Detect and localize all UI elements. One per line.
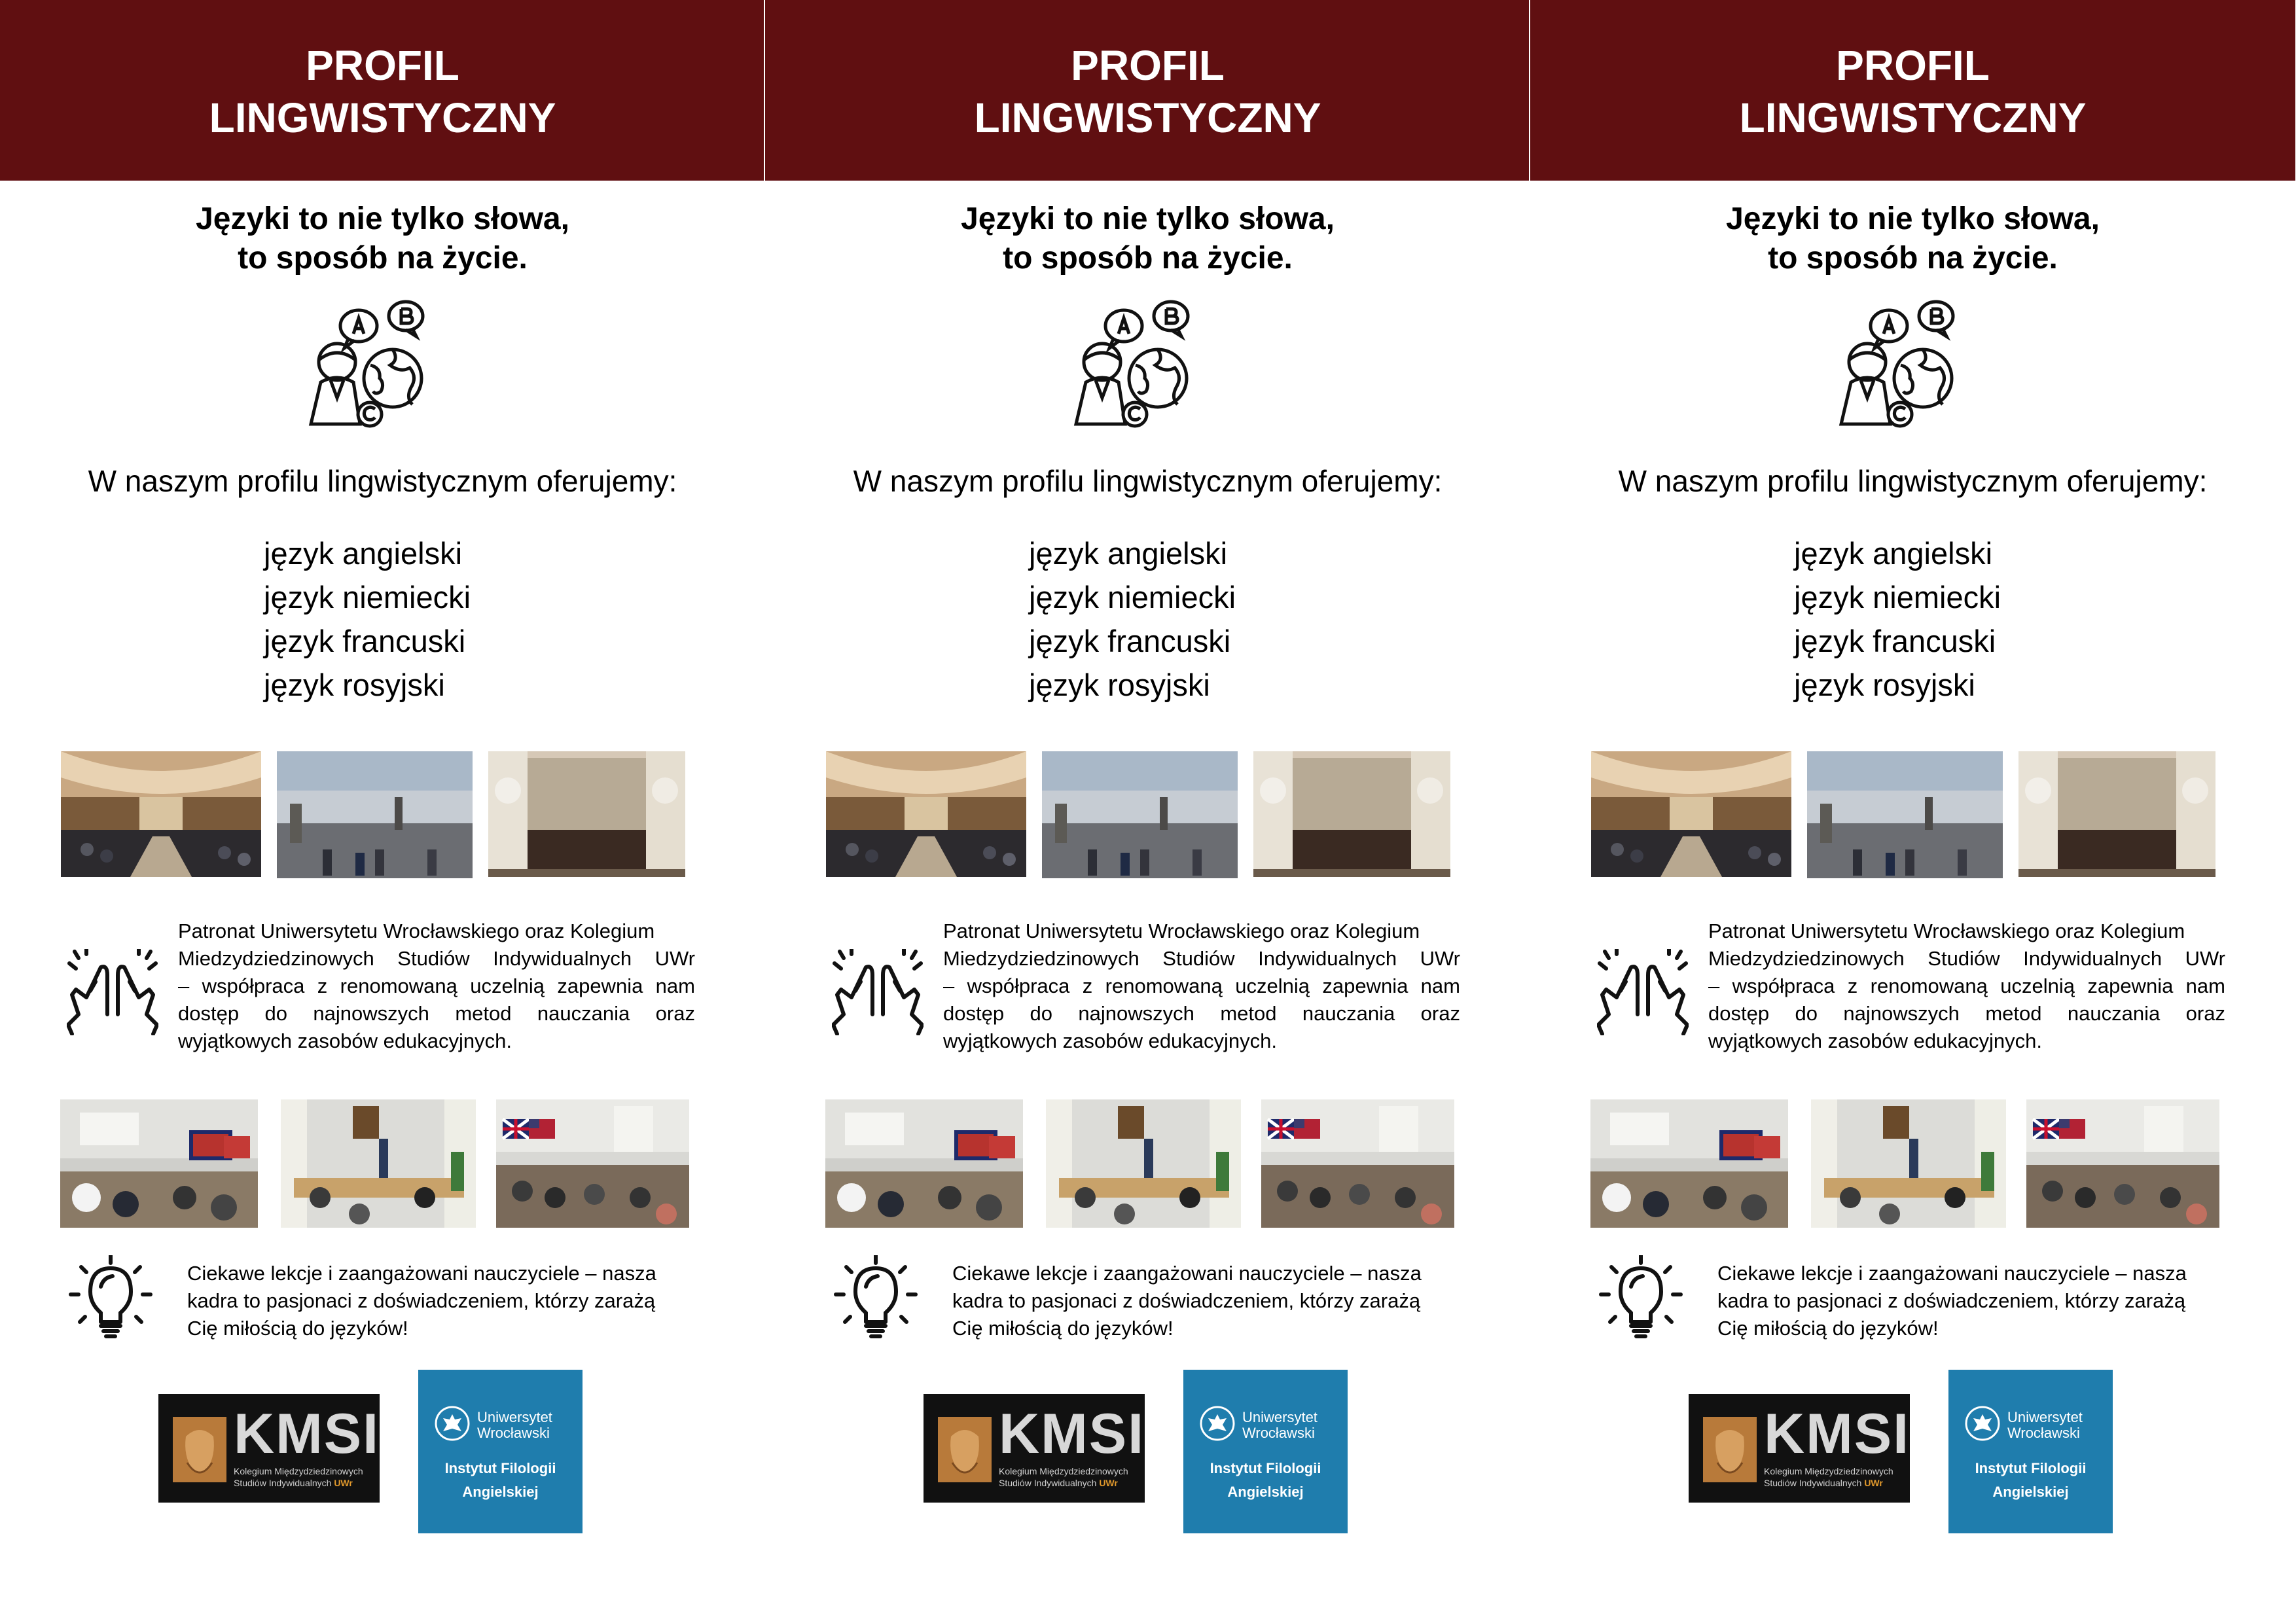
patronat-line: – współpraca z renomowaną uczelnią zapewnia nam	[943, 974, 1460, 997]
tagline-line-2: to sposób na życie.	[238, 241, 528, 276]
tagline	[765, 200, 1530, 278]
photo-classroom-1	[1590, 1099, 1788, 1228]
lessons-line: kadra to pasjonaci z doświadczeniem, którzy zarażą	[952, 1289, 1421, 1312]
kmsi-subtitle-2: Studiów Indywidualnych UWr	[234, 1478, 353, 1488]
institute-line-1: Instytut Filologii	[444, 1460, 556, 1476]
language-item: język niemiecki	[1029, 580, 1236, 615]
lessons-line: Cię miłością do języków!	[187, 1317, 408, 1340]
institute-line-2: Angielskiej	[1227, 1484, 1304, 1500]
header-banner	[1530, 0, 2295, 181]
page-title	[0, 39, 765, 144]
tagline-line-1: Języki to nie tylko słowa,	[196, 202, 569, 236]
kmsi-subtitle-1: Kolegium Międzydziedzinowych	[234, 1466, 363, 1476]
uwr-logo	[1183, 1370, 1348, 1533]
title-line-2: LINGWISTYCZNY	[974, 94, 1321, 141]
photo-city-view	[1807, 751, 2003, 878]
kmsi-wordmark: KMSI	[234, 1402, 380, 1465]
uwr-logo	[1948, 1370, 2113, 1533]
language-item: język niemiecki	[264, 580, 471, 615]
intro-text: W naszym profilu lingwistycznym oferujemy:	[853, 464, 1443, 498]
language-list	[1794, 531, 2001, 707]
kmsi-subtitle-2: Studiów Indywidualnych UWr	[999, 1478, 1118, 1488]
lessons-line: Cię miłością do języków!	[1717, 1317, 1939, 1340]
hands-icon	[832, 949, 924, 1035]
header-banner	[0, 0, 765, 181]
language-item: język angielski	[1794, 536, 1993, 571]
title-line-1: PROFIL	[1071, 42, 1225, 89]
language-speaker-icon	[308, 300, 439, 428]
patronat-line: Patronat Uniwersytetu Wrocławskiego oraz Kolegium	[1708, 919, 2185, 942]
portrait-sketch-icon	[938, 1417, 992, 1482]
tagline-line-2: to sposób na życie.	[1003, 241, 1293, 276]
portrait-sketch-icon	[1703, 1417, 1757, 1482]
uwr-logo	[418, 1370, 583, 1533]
kmsi-wordmark: KMSI	[1764, 1402, 1910, 1465]
kmsi-logo	[1689, 1394, 1910, 1503]
photo-classroom-1	[60, 1099, 258, 1228]
language-list	[1029, 531, 1236, 707]
photo-aula-hall	[61, 751, 261, 877]
tagline-line-2: to sposób na życie.	[1768, 241, 2058, 276]
uwr-eagle-emblem-icon	[1964, 1405, 2001, 1442]
patronat-line: Patronat Uniwersytetu Wrocławskiego oraz Kolegium	[178, 919, 655, 942]
patronat-line: – współpraca z renomowaną uczelnią zapewnia nam	[1708, 974, 2225, 997]
photo-aula-hall	[826, 751, 1026, 877]
portrait-sketch-icon	[173, 1417, 226, 1482]
language-item: język francuski	[1029, 624, 1231, 658]
kmsi-logo	[924, 1394, 1145, 1503]
photo-city-view	[277, 751, 473, 878]
hands-icon	[67, 949, 158, 1035]
photo-baroque-interior	[488, 751, 685, 877]
institute-line-2: Angielskiej	[1992, 1484, 2069, 1500]
page-title	[765, 39, 1530, 144]
patronat-text	[943, 918, 1460, 1055]
patronat-line: Miedzydziedzinowych Studiów Indywidualnych UWr	[178, 947, 695, 970]
flyer-panel-1	[0, 0, 765, 1623]
patronat-line: wyjątkowych zasobów edukacyjnych.	[178, 1029, 512, 1052]
title-line-2: LINGWISTYCZNY	[209, 94, 556, 141]
photo-classroom-3	[2026, 1099, 2219, 1228]
patronat-line: Miedzydziedzinowych Studiów Indywidualnych UWr	[1708, 947, 2225, 970]
photo-baroque-interior	[2018, 751, 2215, 877]
language-item: język niemiecki	[1794, 580, 2001, 615]
photo-baroque-interior	[1253, 751, 1450, 877]
tagline	[0, 200, 765, 278]
photo-classroom-2	[281, 1099, 476, 1228]
language-item: język francuski	[264, 624, 466, 658]
patronat-line: Miedzydziedzinowych Studiów Indywidualnych UWr	[943, 947, 1460, 970]
kmsi-logo	[158, 1394, 380, 1503]
intro-text: W naszym profilu lingwistycznym oferujemy:	[88, 464, 677, 498]
photo-aula-hall	[1591, 751, 1791, 877]
lessons-line: Ciekawe lekcje i zaangażowani nauczyciele – nasza	[952, 1262, 1422, 1285]
language-item: język francuski	[1794, 624, 1996, 658]
kmsi-subtitle-1: Kolegium Międzydziedzinowych	[999, 1466, 1128, 1476]
institute-line-1: Instytut Filologii	[1210, 1460, 1321, 1476]
title-line-1: PROFIL	[1836, 42, 1990, 89]
uwr-name-line-2: Wrocławski	[477, 1425, 550, 1441]
lessons-line: kadra to pasjonaci z doświadczeniem, którzy zarażą	[1717, 1289, 2186, 1312]
page-title	[1530, 39, 2295, 144]
uwr-name-line-1: Uniwersytet	[1242, 1409, 1318, 1425]
uwr-name-line-1: Uniwersytet	[2007, 1409, 2083, 1425]
uwr-name-line-2: Wrocławski	[2007, 1425, 2080, 1441]
patronat-line: – współpraca z renomowaną uczelnią zapewnia nam	[178, 974, 695, 997]
intro-text: W naszym profilu lingwistycznym oferujemy:	[1618, 464, 2208, 498]
hands-icon	[1597, 949, 1689, 1035]
patronat-text	[1708, 918, 2225, 1055]
language-item: język rosyjski	[1029, 668, 1210, 702]
photo-classroom-2	[1811, 1099, 2006, 1228]
tagline-line-1: Języki to nie tylko słowa,	[1726, 202, 2100, 236]
language-item: język angielski	[1029, 536, 1228, 571]
lessons-line: Ciekawe lekcje i zaangażowani nauczyciele – nasza	[187, 1262, 656, 1285]
lessons-text	[187, 1260, 704, 1342]
photo-city-view	[1042, 751, 1238, 878]
lightbulb-icon	[1596, 1255, 1686, 1339]
patronat-text	[178, 918, 695, 1055]
kmsi-subtitle-1: Kolegium Międzydziedzinowych	[1764, 1466, 1893, 1476]
uwr-eagle-emblem-icon	[1199, 1405, 1236, 1442]
patronat-line: dostęp do najnowszych metod nauczania oraz	[178, 1002, 695, 1025]
language-speaker-icon	[1073, 300, 1204, 428]
language-item: język angielski	[264, 536, 463, 571]
kmsi-wordmark: KMSI	[999, 1402, 1145, 1465]
patronat-line: dostęp do najnowszych metod nauczania oraz	[1708, 1002, 2225, 1025]
institute-line-1: Instytut Filologii	[1975, 1460, 2087, 1476]
uwr-name-line-1: Uniwersytet	[477, 1409, 552, 1425]
lightbulb-icon	[65, 1255, 156, 1339]
language-list	[264, 531, 471, 707]
language-item: język rosyjski	[264, 668, 445, 702]
lightbulb-icon	[831, 1255, 921, 1339]
header-banner	[765, 0, 1530, 181]
title-line-1: PROFIL	[306, 42, 459, 89]
kmsi-subtitle-2: Studiów Indywidualnych UWr	[1764, 1478, 1883, 1488]
photo-classroom-3	[1261, 1099, 1454, 1228]
lessons-line: Ciekawe lekcje i zaangażowani nauczyciele – nasza	[1717, 1262, 2187, 1285]
uwr-name-line-2: Wrocławski	[1242, 1425, 1315, 1441]
lessons-text	[1717, 1260, 2234, 1342]
uwr-eagle-emblem-icon	[434, 1405, 471, 1442]
tagline	[1530, 200, 2295, 278]
patronat-line: dostęp do najnowszych metod nauczania oraz	[943, 1002, 1460, 1025]
flyer-panel-2	[765, 0, 1530, 1623]
patronat-line: Patronat Uniwersytetu Wrocławskiego oraz Kolegium	[943, 919, 1420, 942]
lessons-line: kadra to pasjonaci z doświadczeniem, którzy zarażą	[187, 1289, 656, 1312]
institute-line-2: Angielskiej	[462, 1484, 539, 1500]
photo-classroom-3	[496, 1099, 689, 1228]
language-item: język rosyjski	[1794, 668, 1975, 702]
photo-classroom-2	[1046, 1099, 1241, 1228]
patronat-line: wyjątkowych zasobów edukacyjnych.	[1708, 1029, 2043, 1052]
flyer-panel-3	[1530, 0, 2295, 1623]
photo-classroom-1	[825, 1099, 1023, 1228]
title-line-2: LINGWISTYCZNY	[1739, 94, 2087, 141]
lessons-text	[952, 1260, 1469, 1342]
language-speaker-icon	[1838, 300, 1969, 428]
patronat-line: wyjątkowych zasobów edukacyjnych.	[943, 1029, 1278, 1052]
lessons-line: Cię miłością do języków!	[952, 1317, 1174, 1340]
tagline-line-1: Języki to nie tylko słowa,	[961, 202, 1335, 236]
